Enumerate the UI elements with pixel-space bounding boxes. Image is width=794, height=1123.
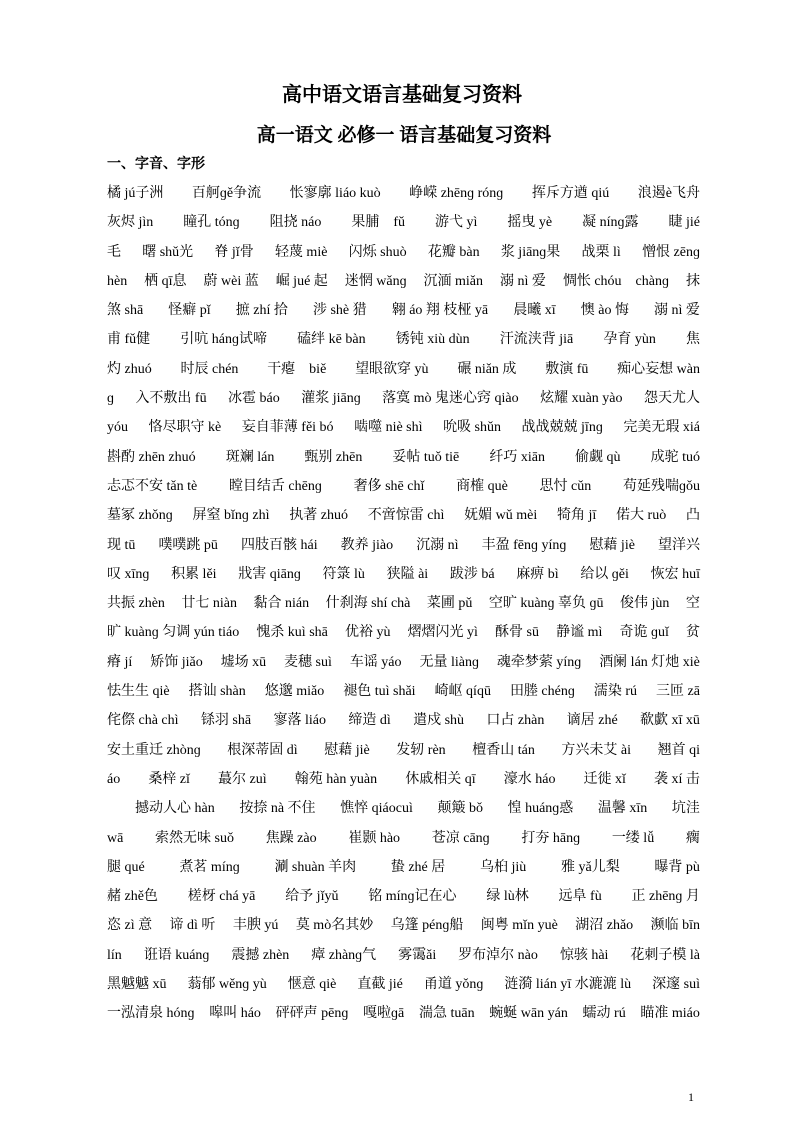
- vocab-line: [107, 736, 700, 765]
- vocab-line: [107, 853, 700, 882]
- vocab-entry: 口占 zhàn: [486, 713, 545, 729]
- vocab-line: [107, 765, 700, 794]
- vocab-entry: 撼动人心 hàn: [107, 801, 215, 817]
- vocab-entry: 搭讪 shàn: [188, 684, 246, 700]
- vocab-entry: 瞄准 miáo: [640, 1006, 700, 1022]
- vocab-line: [107, 618, 700, 647]
- vocab-entry: 完美无瑕 xiá: [623, 420, 700, 436]
- vocab-line: [107, 384, 700, 413]
- vocab-entry: 菜圃 pǔ: [426, 596, 473, 612]
- vocab-entry: 黑魆魆 xū: [107, 977, 167, 993]
- vocab-entry: 吮吸 shǔn: [443, 420, 502, 436]
- vocab-entry: 索然无味 suǒ: [155, 830, 234, 846]
- vocab-entry: 瞳孔 tónɡ: [183, 215, 240, 231]
- vocab-line: [107, 238, 700, 267]
- vocab-entry: 翱 áo 翔 枝桠 yā: [391, 303, 489, 319]
- vocab-entry: 什刹海 shí chà: [325, 596, 411, 612]
- vocab-entry: 寥落 liáo: [273, 713, 326, 729]
- vocab-entry: 敷演 fū: [545, 361, 589, 377]
- vocab-entry: 妩媚 wǔ mèi: [464, 508, 538, 524]
- vocab-entry: 三匝 zā: [656, 684, 700, 700]
- vocab-entry: 引吭 hánɡ试啼: [180, 332, 268, 348]
- vocab-entry: 根深蒂固 dì: [227, 742, 298, 758]
- vocab-entry: 墓冢 zhǒnɡ: [107, 508, 173, 524]
- section-heading: 一、字音、字形: [107, 157, 205, 172]
- vocab-entry: 蜿蜒 wān yán: [489, 1006, 568, 1022]
- vocab-entry: 恪尽职守 kè: [148, 420, 222, 436]
- vocab-entry: 愧杀 kuì shā: [256, 625, 328, 641]
- vocab-entry: 轻蔑 miè: [274, 244, 328, 260]
- vocab-entry: 铩羽 shā: [200, 713, 252, 729]
- vocab-entry: 雾霭ǎi: [398, 947, 437, 963]
- vocab-entry: 商榷 què: [456, 478, 508, 494]
- vocab-entry: 诳语 kuánɡ: [143, 947, 210, 963]
- vocab-entry: 脊 jǐ骨: [214, 244, 254, 260]
- vocab-entry: 碾 niǎn 成: [457, 361, 517, 377]
- vocab-entry: 崔颢 hào: [348, 830, 401, 846]
- vocab-entry: 沉溺 nì: [416, 537, 459, 553]
- vocab-entry: 谛 dì 听: [169, 918, 216, 934]
- vocab-entry: 凸: [685, 508, 700, 524]
- vocab-entry: 迷惘 wǎnɡ: [344, 273, 407, 289]
- vocab-list: [107, 179, 700, 1029]
- vocab-entry: 教养 jiào: [340, 537, 394, 553]
- vocab-entry: 空: [685, 596, 700, 612]
- vocab-entry: wā: [107, 830, 124, 846]
- vocab-entry: 四肢百骸 hái: [240, 537, 318, 553]
- vocab-entry: 深邃 suì: [652, 977, 700, 993]
- vocab-entry: 入不敷出 fū: [135, 391, 207, 407]
- vocab-line: [107, 472, 700, 501]
- vocab-entry: 崎岖 qíqū: [434, 684, 491, 700]
- vocab-entry: 怯生生 qiè: [107, 684, 170, 700]
- vocab-entry: 慰藉 jiè: [589, 537, 635, 553]
- vocab-entry: 颠簸 bǒ: [437, 801, 483, 817]
- vocab-entry: 毛: [107, 244, 121, 260]
- vocab-entry: 嗥叫 háo: [209, 1006, 261, 1022]
- vocab-entry: 惊骇 hài: [559, 947, 609, 963]
- vocab-entry: 战战兢兢 jīnɡ: [521, 420, 603, 436]
- vocab-entry: 腿 qué: [107, 859, 145, 875]
- vocab-line: [107, 970, 700, 999]
- vocab-entry: 发轫 rèn: [396, 742, 446, 758]
- vocab-entry: 惬意 qiè: [287, 977, 337, 993]
- vocab-entry: 濡染 rú: [593, 684, 638, 700]
- vocab-entry: 摇曳 yè: [507, 215, 553, 231]
- vocab-entry: 麻痹 bì: [516, 566, 559, 582]
- vocab-entry: 执著 zhuó: [289, 508, 348, 524]
- vocab-entry: 安土重迁 zhònɡ: [107, 742, 201, 758]
- vocab-entry: 蕞尔 zuì: [218, 771, 267, 787]
- vocab-entry: 瘠 jí: [107, 654, 133, 670]
- vocab-entry: 丰腴 yú: [232, 918, 279, 934]
- vocab-entry: 崛 jué 起: [275, 273, 328, 289]
- vocab-entry: 懊 ào 悔: [580, 303, 629, 319]
- vocab-line: [107, 999, 700, 1028]
- vocab-line: [107, 560, 700, 589]
- vocab-entry: 惆怅 chóu chànɡ: [562, 273, 669, 289]
- vocab-entry: 恣 zì 意: [107, 918, 153, 934]
- vocab-entry: 甫 fǔ健: [107, 332, 151, 348]
- vocab-entry: 酥骨 sū: [495, 625, 539, 641]
- vocab-entry: 花瓣 bàn: [427, 244, 480, 260]
- vocab-entry: 睫 jié: [668, 215, 700, 231]
- vocab-entry: 甄别 zhēn: [304, 449, 363, 465]
- vocab-line: [107, 648, 700, 677]
- vocab-entry: 湍急 tuān: [418, 1006, 475, 1022]
- vocab-entry: 桑梓 zǐ: [148, 771, 190, 787]
- vocab-entry: 憎恨 zēnɡ: [642, 244, 700, 260]
- vocab-entry: 瘴 zhànɡ气: [311, 947, 377, 963]
- vocab-entry: 煮茗 mínɡ: [179, 859, 240, 875]
- vocab-entry: 缔造 dì: [348, 713, 391, 729]
- vocab-line: [107, 413, 700, 442]
- vocab-entry: 苍凉 cānɡ: [431, 830, 490, 846]
- vocab-entry: 涮 shuàn 羊肉: [274, 859, 357, 875]
- vocab-entry: 给以 ɡěi: [580, 566, 629, 582]
- vocab-entry: 憔悴 qiáocuì: [340, 801, 413, 817]
- vocab-entry: 灰烬 jìn: [107, 215, 154, 231]
- vocab-entry: 焦: [685, 332, 700, 348]
- vocab-entry: 涟漪 lián yī 水漉漉 lù: [504, 977, 632, 993]
- vocab-entry: 欷歔 xī xū: [640, 713, 700, 729]
- vocab-entry: 谪居 zhé: [566, 713, 618, 729]
- vocab-entry: 斟酌 zhēn zhuó: [107, 449, 196, 465]
- vocab-entry: 晨曦 xī: [513, 303, 556, 319]
- vocab-line: [107, 706, 700, 735]
- vocab-entry: 战栗 lì: [581, 244, 621, 260]
- vocab-entry: 丰盈 fēnɡ yínɡ: [481, 537, 567, 553]
- vocab-entry: 按捺 nà 不住: [239, 801, 316, 817]
- vocab-entry: 共振 zhèn: [107, 596, 165, 612]
- vocab-entry: hèn: [107, 273, 128, 289]
- vocab-entry: 墟场 xū: [220, 654, 267, 670]
- vocab-entry: 望眼欲穿 yù: [355, 361, 429, 377]
- vocab-entry: 干瘪 biě: [267, 361, 327, 377]
- vocab-entry: 湖沼 zhǎo: [575, 918, 634, 934]
- vocab-entry: 赭 zhě色: [107, 889, 158, 905]
- vocab-entry: 田塍 chénɡ: [509, 684, 575, 700]
- vocab-entry: 瞠目结舌 chēnɡ: [228, 478, 322, 494]
- vocab-entry: 麦穗 suì: [284, 654, 332, 670]
- vocab-entry: yóu: [107, 420, 128, 436]
- vocab-line: [107, 208, 700, 237]
- vocab-entry: 斑斓 lán: [225, 449, 275, 465]
- vocab-entry: 给予 jǐyǔ: [285, 889, 339, 905]
- vocab-entry: 甬道 yǒnɡ: [423, 977, 484, 993]
- vocab-entry: 蓊郁 wěnɡ yù: [187, 977, 267, 993]
- page-number: 1: [688, 1090, 694, 1104]
- vocab-entry: 符箓 lù: [322, 566, 365, 582]
- vocab-entry: 濒临 bīn: [650, 918, 700, 934]
- vocab-entry: 啮噬 niè shì: [354, 420, 423, 436]
- vocab-entry: 一泓清泉 hónɡ: [107, 1006, 195, 1022]
- vocab-entry: 汗流浃背 jiā: [499, 332, 574, 348]
- vocab-entry: 怅寥廓 liáo kuò: [289, 186, 381, 201]
- vocab-entry: 直截 jié: [357, 977, 403, 993]
- vocab-entry: 濠水 háo: [503, 771, 556, 787]
- vocab-entry: 峥嵘 zhēnɡ rónɡ: [409, 186, 504, 201]
- vocab-entry: 袭 xí 击: [654, 771, 700, 787]
- vocab-entry: 迁徙 xǐ: [583, 771, 626, 787]
- vocab-entry: 温馨 xīn: [597, 801, 648, 817]
- vocab-entry: 灌浆 jiānɡ: [301, 391, 361, 407]
- vocab-entry: 沉湎 miǎn: [423, 273, 484, 289]
- vocab-entry: 跋涉 bá: [449, 566, 495, 582]
- vocab-entry: 磕绊 kē bàn: [297, 332, 366, 348]
- vocab-line: [107, 296, 700, 325]
- vocab-entry: 炫耀 xuàn yào: [540, 391, 623, 407]
- vocab-entry: 旷 kuànɡ 匀调 yún tiáo: [107, 625, 240, 641]
- vocab-entry: 摭 zhí 拾: [235, 303, 288, 319]
- vocab-entry: 翰苑 hàn yuàn: [294, 771, 378, 787]
- vocab-entry: 妄自菲薄 fěi bó: [241, 420, 334, 436]
- vocab-entry: 瘸: [685, 830, 700, 846]
- vocab-entry: 矫饰 jiǎo: [150, 654, 203, 670]
- vocab-entry: 花刺子模 là: [630, 947, 700, 963]
- vocab-line: [107, 443, 700, 472]
- vocab-entry: 翘首 qi: [657, 742, 700, 758]
- vocab-entry: 焦躁 zào: [265, 830, 317, 846]
- vocab-entry: 槎枒 chá yā: [187, 889, 256, 905]
- vocab-entry: 犄角 jī: [556, 508, 597, 524]
- vocab-entry: 曝背 pù: [654, 859, 700, 875]
- vocab-line: [107, 325, 700, 354]
- vocab-entry: 凝 nínɡ露: [582, 215, 639, 231]
- vocab-entry: 煞 shā: [107, 303, 144, 319]
- vocab-entry: 魂牵梦萦 yínɡ: [496, 654, 582, 670]
- vocab-entry: 望洋兴: [657, 537, 700, 553]
- vocab-entry: 现 tū: [107, 537, 136, 553]
- vocab-entry: 空旷 kuànɡ 辜负 ɡū: [488, 596, 604, 612]
- vocab-entry: 灼 zhuó: [107, 361, 152, 377]
- vocab-entry: 苟延残喘ɡǒu: [622, 478, 700, 494]
- vocab-entry: 阻挠 náo: [269, 215, 322, 231]
- vocab-entry: 狭隘 ài: [386, 566, 429, 582]
- vocab-entry: 慰藉 jiè: [324, 742, 370, 758]
- vocab-entry: 方兴未艾 ài: [561, 742, 632, 758]
- vocab-entry: 橘 jú子洲: [107, 186, 164, 201]
- vocab-entry: 熠熠闪光 yì: [407, 625, 478, 641]
- vocab-entry: 闽粤 mǐn yuè: [480, 918, 558, 934]
- vocab-entry: 冰雹 báo: [228, 391, 280, 407]
- vocab-line: [107, 794, 700, 823]
- vocab-entry: 栖 qī息: [144, 273, 187, 289]
- vocab-entry: 罗布淖尔 nào: [458, 947, 538, 963]
- vocab-line: [107, 501, 700, 530]
- vocab-entry: 忐忑不安 tǎn tè: [107, 478, 198, 494]
- vocab-line: [107, 179, 700, 208]
- vocab-entry: 震撼 zhèn: [231, 947, 290, 963]
- vocab-entry: 褪色 tuì shǎi: [343, 684, 416, 700]
- vocab-entry: 遣戍 shù: [413, 713, 465, 729]
- vocab-entry: 溺 nì 爱: [654, 303, 700, 319]
- vocab-entry: 正 zhēnɡ 月: [631, 889, 700, 905]
- vocab-entry: 痴心妄想 wàn: [617, 361, 700, 377]
- vocab-entry: 怪癖 pǐ: [168, 303, 211, 319]
- vocab-entry: 铭 mínɡ记在心: [368, 889, 457, 905]
- vocab-entry: 曙 shǔ光: [142, 244, 194, 260]
- vocab-line: [107, 267, 700, 296]
- vocab-entry: áo: [107, 771, 121, 787]
- vocab-entry: 砰砰声 pēnɡ: [275, 1006, 349, 1022]
- vocab-entry: 偷觑 qù: [575, 449, 621, 465]
- vocab-entry: 俊伟 jùn: [620, 596, 670, 612]
- vocab-entry: 黏合 nián: [253, 596, 310, 612]
- vocab-entry: 静谧 mì: [556, 625, 603, 641]
- vocab-entry: 落寞 mò 鬼迷心窍 qiào: [382, 391, 519, 407]
- vocab-entry: 思忖 cǔn: [539, 478, 592, 494]
- vocab-entry: 妥帖 tuǒ tiē: [392, 449, 460, 465]
- vocab-entry: 无量 liànɡ: [419, 654, 479, 670]
- vocab-entry: 积累 lěi: [171, 566, 217, 582]
- vocab-entry: 纤巧 xiān: [489, 449, 545, 465]
- vocab-entry: 绿 lù林: [486, 889, 529, 905]
- vocab-entry: 戕害 qiānɡ: [238, 566, 301, 582]
- vocab-entry: 孕育 yùn: [603, 332, 656, 348]
- vocab-entry: 优裕 yù: [344, 625, 391, 641]
- vocab-entry: 时辰 chén: [180, 361, 239, 377]
- vocab-entry: 坑洼: [671, 801, 700, 817]
- vocab-entry: 叹 xīnɡ: [107, 566, 150, 582]
- vocab-line: [107, 677, 700, 706]
- vocab-entry: 锈钝 xiù dùn: [395, 332, 470, 348]
- vocab-entry: 打夯 hānɡ: [521, 830, 581, 846]
- vocab-line: [107, 882, 700, 911]
- vocab-entry: 嘎啦ɡā: [363, 1006, 405, 1022]
- vocab-entry: 挥斥方遒 qiú: [531, 186, 610, 201]
- vocab-entry: 檀香山 tán: [472, 742, 535, 758]
- vocab-entry: 涉 shè 猎: [312, 303, 367, 319]
- vocab-entry: 惶 huánɡ惑: [507, 801, 574, 817]
- vocab-entry: 闪烁 shuò: [348, 244, 407, 260]
- page-title: 高中语文语言基础复习资料: [282, 84, 522, 106]
- vocab-entry: 乌篷 pénɡ船: [390, 918, 464, 934]
- vocab-entry: 偌大 ruò: [616, 508, 667, 524]
- vocab-entry: 奢侈 shē chǐ: [353, 478, 425, 494]
- vocab-line: [107, 531, 700, 560]
- vocab-entry: lín: [107, 947, 122, 963]
- vocab-entry: 贫: [685, 625, 700, 641]
- vocab-entry: 蛰 zhé 居: [390, 859, 446, 875]
- vocab-entry: 溺 nì 爱: [499, 273, 546, 289]
- vocab-entry: 乌桕 jiù: [479, 859, 527, 875]
- vocab-entry: ɡ: [107, 391, 114, 407]
- vocab-line: [107, 911, 700, 940]
- vocab-entry: 一缕 lǚ: [611, 830, 655, 846]
- vocab-line: [107, 355, 700, 384]
- vocab-entry: 廿七 niàn: [181, 596, 238, 612]
- vocab-entry: 侘傺 chà chì: [107, 713, 179, 729]
- vocab-line: [107, 941, 700, 970]
- vocab-entry: 噗噗跳 pū: [158, 537, 218, 553]
- vocab-entry: 浆 jiānɡ果: [500, 244, 561, 260]
- vocab-entry: 蠕动 rú: [582, 1006, 626, 1022]
- vocab-entry: 休戚相关 qī: [405, 771, 476, 787]
- vocab-entry: 莫 mò名其妙: [295, 918, 374, 934]
- vocab-line: [107, 589, 700, 618]
- page-subtitle: 高一语文 必修一 语言基础复习资料: [256, 125, 552, 146]
- vocab-entry: 远阜 fù: [558, 889, 602, 905]
- vocab-entry: 百舸ɡě争流: [191, 186, 262, 201]
- vocab-entry: 怨天尤人: [643, 391, 700, 407]
- vocab-entry: 雅 yǎ儿梨: [560, 859, 620, 875]
- vocab-entry: 恢宏 huī: [650, 566, 700, 582]
- vocab-entry: 抹: [685, 273, 700, 289]
- vocab-entry: 屏窒 bǐnɡ zhì: [192, 508, 270, 524]
- vocab-entry: 悠邈 miǎo: [264, 684, 325, 700]
- vocab-entry: 游弋 yì: [435, 215, 478, 231]
- vocab-entry: 蔚 wèi 蓝: [203, 273, 259, 289]
- vocab-entry: 车谣 yáo: [349, 654, 402, 670]
- vocab-entry: 不啻惊雷 chì: [367, 508, 445, 524]
- vocab-entry: 奇诡 ɡuǐ: [619, 625, 669, 641]
- vocab-entry: 酒阑 lán 灯灺 xiè: [599, 654, 700, 670]
- vocab-entry: 果脯 fǔ: [351, 215, 406, 231]
- vocab-line: [107, 824, 700, 853]
- vocab-entry: 成驼 tuó: [650, 449, 700, 465]
- vocab-entry: 浪遏è飞舟: [637, 186, 700, 201]
